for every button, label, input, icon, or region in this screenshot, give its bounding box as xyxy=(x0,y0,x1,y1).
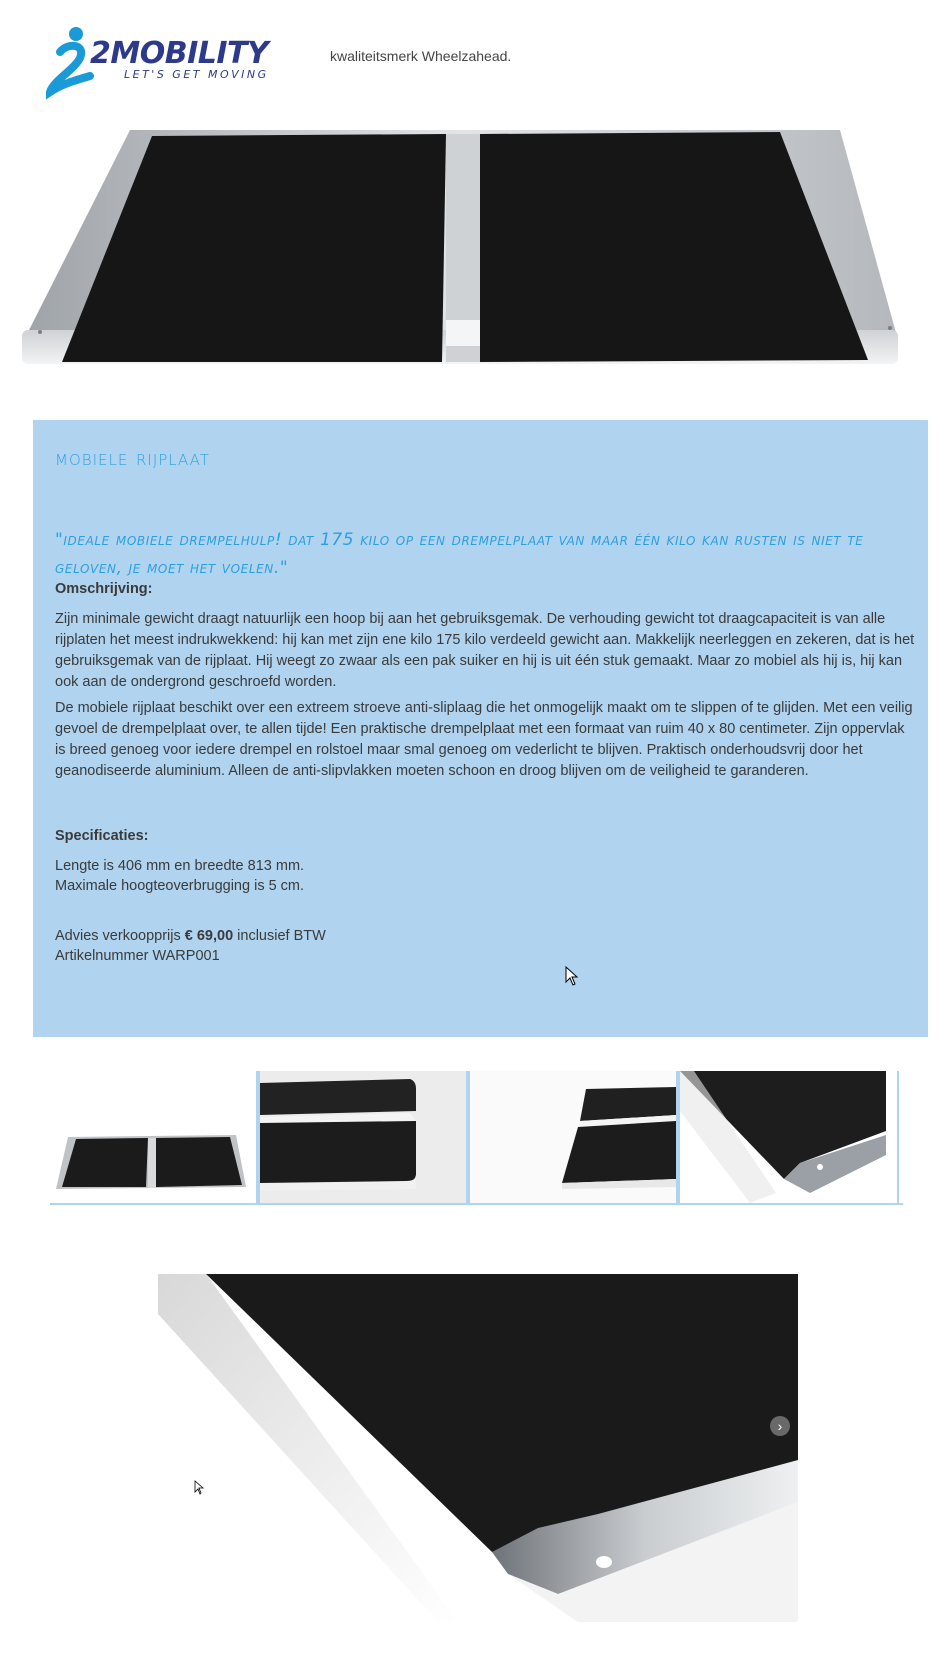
price-suffix: inclusief BTW xyxy=(233,928,326,944)
price-value: € 69,00 xyxy=(184,928,234,944)
site-header xyxy=(0,0,948,110)
thumbnail-corner-closeup[interactable] xyxy=(676,1071,899,1203)
description-paragraph: Zijn minimale gewicht draagt natuurlijk een hoop bij aan het gebruiksgemak. De verhouding gewicht tot draagcapaciteit is van alle rijplaten het meest indrukwekkend: hij kan met zijn ene kilo 175 kilo verdeeld gewicht aan. Makkelijk neerleggen en zekeren, dat is het gebruiksgemak van de rijplaat. Hij weegt zo zwaar als een pak suiker en hij is uit één stuk gemaakt. Maar zo mobiel als hij is, hij kan ook aan de ondergrond geschroefd worden. xyxy=(55,611,915,690)
mouse-cursor-icon xyxy=(194,1480,208,1500)
description-paragraph: De mobiele rijplaat beschikt over een extreem stroeve anti-sliplaag die het onmogelijk maakt om te slippen of te glijden. Met een veilig gevoel de drempelplaat over, te allen tijde! Een praktische drempelplaat met een formaat van ruim 40 x 80 centimeter. Zijn oppervlak is breed genoeg voor iedere drempel en rolstoel maar smal genoeg om vederlicht te blijven. Praktisch onderhoudsvrij door het geanodiseerde aluminium. Alleen de anti-slipvlakken moeten schoon en droog blijven om de veiligheid te garanderen. xyxy=(55,700,913,779)
logo-wordmark: 2MOBILITY xyxy=(90,36,269,71)
price-line xyxy=(55,926,917,947)
thumbnail-side-view[interactable] xyxy=(466,1071,676,1203)
runner-figure-icon xyxy=(46,24,96,100)
brand-note: kwaliteitsmerk Wheelzahead. xyxy=(330,48,512,64)
specs-label: Specificaties: xyxy=(55,828,149,844)
brand-logo[interactable] xyxy=(46,24,276,100)
hero-product-image xyxy=(22,130,948,390)
thumbnail-gallery xyxy=(50,1071,903,1205)
price-prefix: Advies verkoopprijs xyxy=(55,928,185,944)
mouse-cursor-icon xyxy=(565,966,579,986)
product-quote: "ideale mobiele drempelhulp! dat 175 kilo op een drempelplaat van maar één kilo kan rusten is niet te geloven, je moet het voelen." xyxy=(55,530,864,578)
logo-tagline: LET'S GET MOVING xyxy=(124,68,269,81)
spec-max-height: Maximale hoogteoverbrugging is 5 cm. xyxy=(55,878,305,894)
next-image-arrow-icon[interactable]: › xyxy=(770,1416,790,1436)
main-product-image xyxy=(158,1274,798,1622)
spec-length-width: Lengte is 406 mm en breedte 813 mm. xyxy=(55,858,305,874)
article-number: Artikelnummer WARP001 xyxy=(55,948,220,964)
thumbnail-front-view[interactable] xyxy=(50,1071,256,1203)
product-title: mobiele rijplaat xyxy=(55,446,210,470)
thumbnail-edge-closeup[interactable] xyxy=(256,1071,466,1203)
product-info-panel xyxy=(33,420,928,1037)
description-label: Omschrijving: xyxy=(55,581,153,597)
